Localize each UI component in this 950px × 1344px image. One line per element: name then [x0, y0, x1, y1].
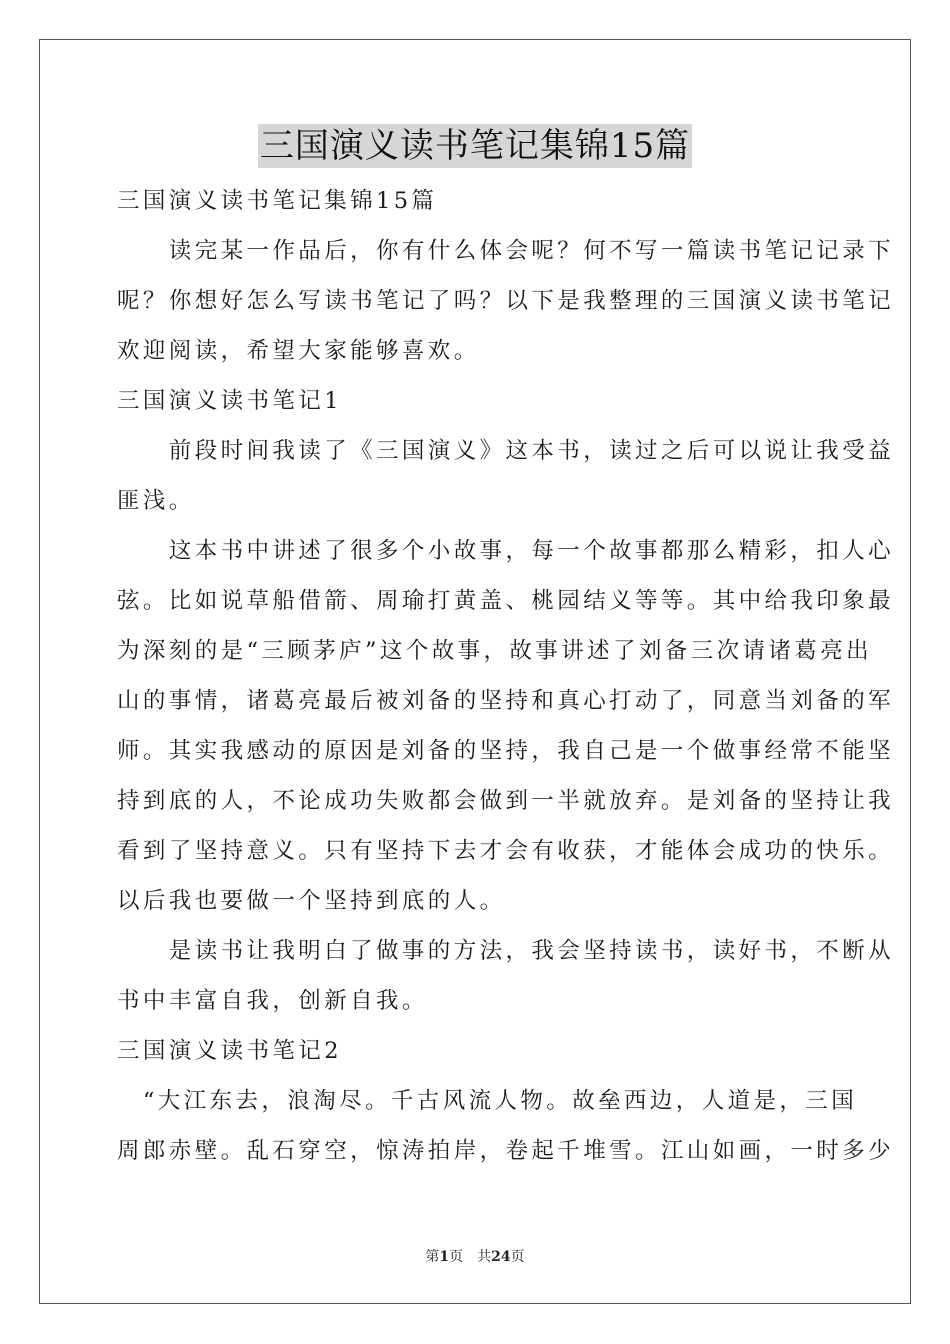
text-line: 读完某一作品后，你有什么体会呢？何不写一篇读书笔记记录下	[117, 238, 895, 264]
section-heading: 三国演义读书笔记1	[117, 388, 342, 414]
page-number: 1	[439, 1249, 450, 1265]
page-footer	[0, 1246, 950, 1266]
text-line: 呢？你想好怎么写读书笔记了吗？以下是我整理的三国演义读书笔记	[117, 288, 895, 314]
text-line: 山的事情，诸葛亮最后被刘备的坚持和真心打动了，同意当刘备的军	[117, 688, 895, 714]
text-line: 书中丰富自我，创新自我。	[117, 988, 428, 1014]
text-line: 是读书让我明白了做事的方法，我会坚持读书，读好书，不断从	[117, 938, 895, 964]
text-line: 持到底的人，不论成功失败都会做到一半就放弃。是刘备的坚持让我	[117, 788, 895, 814]
page-suffix: 页 共	[449, 1249, 492, 1265]
total-pages: 24	[491, 1249, 511, 1265]
text-line: 三国演义读书笔记集锦15篇	[117, 188, 438, 214]
document-title: 三国演义读书笔记集锦15篇	[259, 126, 691, 166]
total-suffix: 页	[510, 1249, 525, 1265]
text-line: “大江东去，浪淘尽。千古风流人物。故垒西边，人道是，三国	[117, 1088, 858, 1114]
text-line: 以后我也要做一个坚持到底的人。	[117, 888, 506, 914]
section-heading: 三国演义读书笔记2	[117, 1038, 342, 1064]
page-prefix: 第	[425, 1249, 440, 1265]
text-line: 看到了坚持意义。只有坚持下去才会有收获，才能体会成功的快乐。	[117, 838, 895, 864]
title-container	[0, 124, 950, 168]
text-line: 周郎赤壁。乱石穿空，惊涛拍岸，卷起千堆雪。江山如画，一时多少	[117, 1138, 895, 1164]
text-line: 师。其实我感动的原因是刘备的坚持，我自己是一个做事经常不能坚	[117, 738, 895, 764]
text-line: 匪浅。	[117, 488, 195, 514]
text-line: 这本书中讲述了很多个小故事，每一个故事都那么精彩，扣人心	[117, 538, 895, 564]
text-line: 欢迎阅读，希望大家能够喜欢。	[117, 338, 480, 364]
text-line: 为深刻的是“三顾茅庐”这个故事，故事讲述了刘备三次请诸葛亮出	[117, 638, 873, 664]
document-body	[117, 176, 895, 1176]
text-line: 弦。比如说草船借箭、周瑜打黄盖、桃园结义等等。其中给我印象最	[117, 588, 895, 614]
text-line: 前段时间我读了《三国演义》这本书，读过之后可以说让我受益	[117, 438, 895, 464]
